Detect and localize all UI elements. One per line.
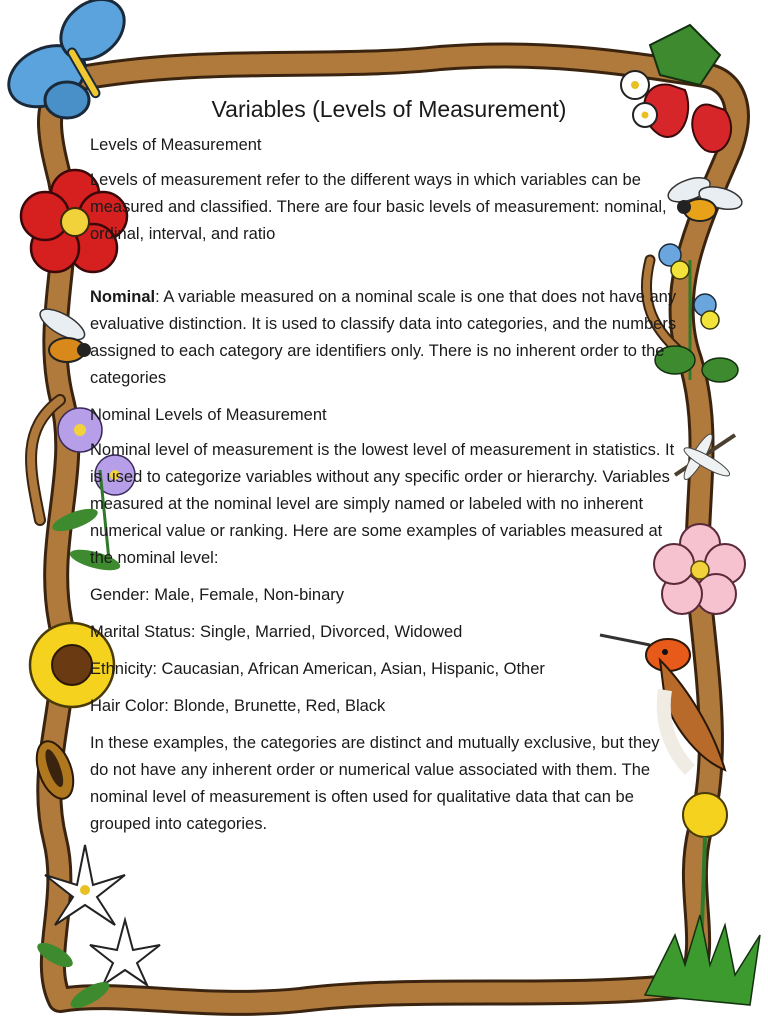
example-item: Marital Status: Single, Married, Divorced, Widowed bbox=[90, 623, 463, 641]
intro-paragraph: Levels of measurement refer to the different ways in which variables can be measured and classified. There are four basic levels of measurement: nominal, ordinal, interval, and ratio bbox=[90, 171, 667, 243]
section-heading-levels: Levels of Measurement bbox=[90, 136, 262, 154]
nominal-definition-paragraph bbox=[90, 284, 680, 392]
section-heading-nominal: Nominal Levels of Measurement bbox=[90, 406, 327, 424]
nominal-description-paragraph: Nominal level of measurement is the lowest level of measurement in statistics. It is used to categorize variables without any specific order or hierarchy. Variables measured at the nominal level are simply named or labeled with no inherent numerical value or ranking. Here are some examples of variables measured at the nominal level: bbox=[90, 441, 675, 567]
page-title: Variables (Levels of Measurement) bbox=[211, 96, 567, 122]
spacer bbox=[90, 258, 680, 284]
nominal-term: Nominal bbox=[90, 288, 156, 306]
nominal-definition-text: : A variable measured on a nominal scale is one that does not have any evaluative distinction. It is used to classify data into categories, and the numbers assigned to each category are identifiers only. There is no inherent order to the categories bbox=[90, 288, 677, 387]
conclusion-paragraph: In these examples, the categories are distinct and mutually exclusive, but they do not have any inherent order or numerical value associated with them. The nominal level of measurement is often used for qualitative data that can be grouped into categories. bbox=[90, 734, 660, 833]
example-item: Hair Color: Blonde, Brunette, Red, Black bbox=[90, 697, 386, 715]
example-item: Gender: Male, Female, Non-binary bbox=[90, 586, 345, 604]
document-content bbox=[90, 90, 680, 848]
example-item: Ethnicity: Caucasian, African American, Asian, Hispanic, Other bbox=[90, 660, 545, 678]
